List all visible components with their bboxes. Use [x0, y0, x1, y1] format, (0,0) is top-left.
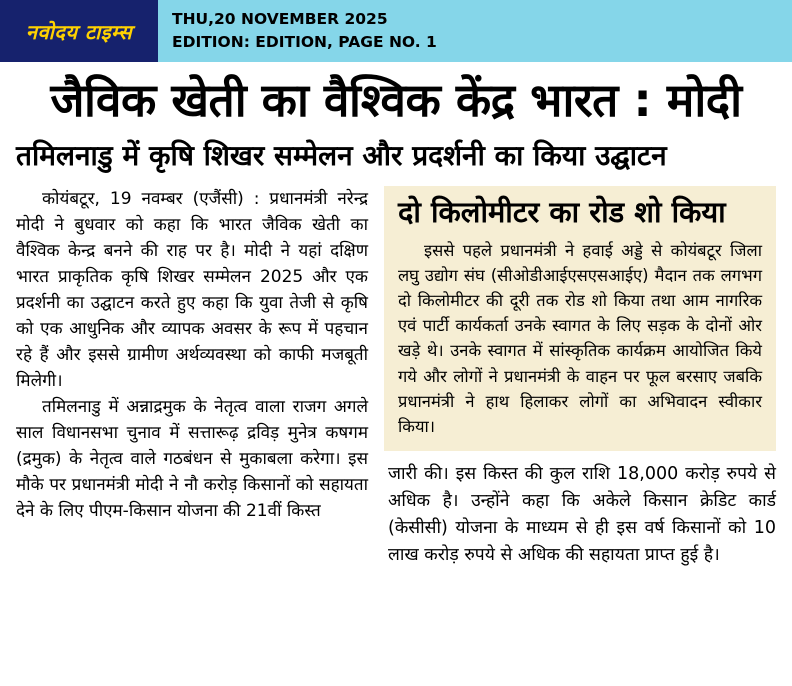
continuation-paragraph: जारी की। इस किस्त की कुल राशि 18,000 करोड़ रुपये से अधिक है। उन्होंने कहा कि अकेले किसान क्रेडिट कार्ड (केसीसी) योजना के माध्यम से ही इस वर्ष किसानों को 10 लाख करोड़ रुपये से अधिक की सहायता प्राप्त हुई है। [388, 463, 776, 566]
date-line: THU,20 NOVEMBER 2025 [172, 9, 388, 28]
right-column [384, 186, 776, 569]
left-column [16, 186, 368, 524]
roadshow-highlight-box [384, 186, 776, 451]
body-paragraph: तमिलनाडु में अन्नाद्रमुक के नेतृत्व वाला राजग अगले साल विधानसभा चुनाव में सत्तारूढ़ द्रविड़ मुनेत्र कषगम (द्रमुक) के नेतृत्व वाले गठबंधन से मुकाबला करेगा। इस मौके पर प्रधानमंत्री मोदी ने नौ करोड़ किसानों को सहायता देने के लिए पीएम-किसान योजना की 21वीं किस्त [16, 396, 368, 521]
body-paragraph: कोयंबटूर, 19 नवम्बर (एजैंसी) : प्रधानमंत्री नरेन्द्र मोदी ने बुधवार को कहा कि भारत जैविक खेती का वैश्विक केन्द्र बनने की राह पर है। मोदी ने यहां दक्षिण भारत प्राकृतिक कृषि शिखर सम्मेलन 2025 और एक प्रदर्शनी का उद्घाटन करते हुए कहा कि युवा तेजी से कृषि को एक आधुनिक और व्यापक अवसर के रूप में पहचान रहे हैं और इससे ग्रामीण अर्थव्यवस्था को काफी मजबूती मिलेगी। [16, 188, 368, 391]
masthead-bar [0, 0, 792, 62]
newspaper-logo-text: नवोदय टाइम्स [25, 19, 133, 44]
main-headline: जैविक खेती का वैश्विक केंद्र भारत : मोदी [50, 73, 742, 127]
article-columns [10, 186, 782, 569]
sub-headline: तमिलनाडु में कृषि शिखर सम्मेलन और प्रदर्शनी का किया उद्घाटन [16, 138, 667, 172]
edition-line: EDITION: EDITION, PAGE NO. 1 [172, 33, 437, 51]
box-body-paragraph: इससे पहले प्रधानमंत्री ने हवाई अड्डे से कोयंबटूर जिला लघु उद्योग संघ (सीओडीआईएसएसआईए) मैदान तक लगभग दो किलोमीटर की दूरी तक रोड शो किया तथा आम नागरिक एवं पार्टी कार्यकर्ता उनके स्वागत के लिए सड़क के दोनों ओर खड़े थे। उनके स्वागत में सांस्कृतिक कार्यक्रम आयोजित किये गये और लोगों ने प्रधानमंत्री के वाहन पर फूल बरसाए जबकि प्रधानमंत्री ने हाथ हिलाकर लोगों का अभिवादन स्वीकार किया। [398, 241, 762, 436]
box-headline: दो किलोमीटर का रोड शो किया [398, 194, 726, 229]
article [0, 62, 792, 569]
newspaper-logo [0, 0, 158, 62]
masthead-text [172, 8, 437, 55]
